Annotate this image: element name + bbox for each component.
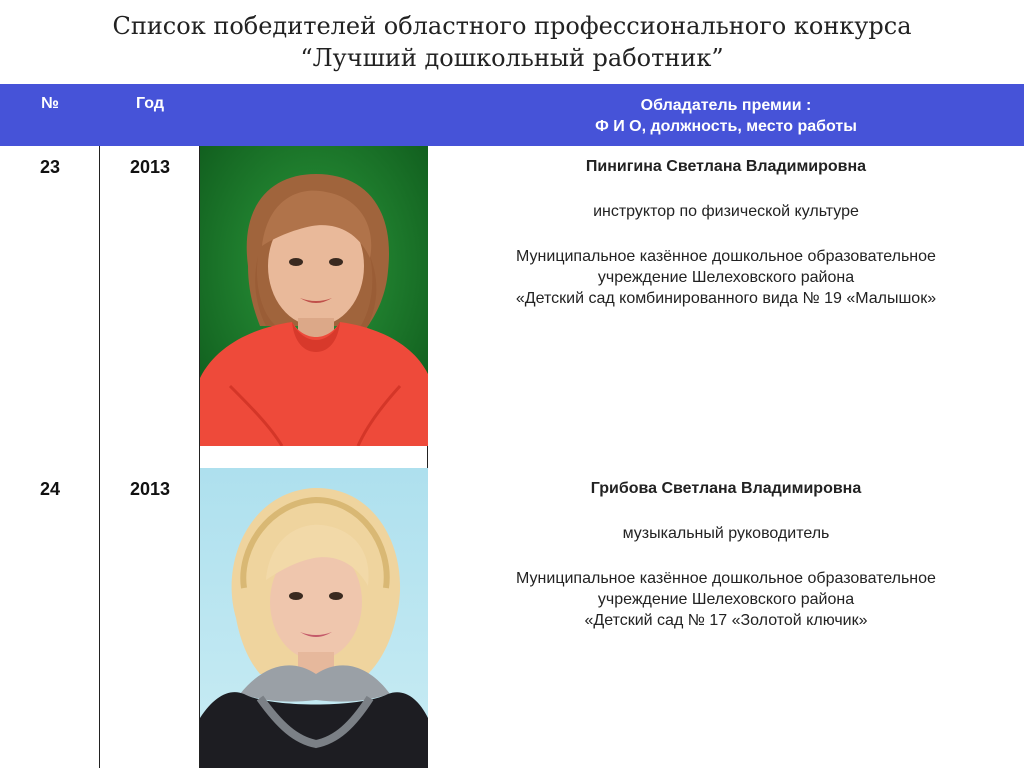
winner-photo xyxy=(200,146,428,446)
workplace-line: учреждение Шелеховского района xyxy=(597,269,855,286)
column-header-year: Год xyxy=(136,95,164,112)
page-title xyxy=(0,10,1024,74)
workplace-line: учреждение Шелеховского района xyxy=(597,591,855,608)
winner-position: инструктор по физической культуре xyxy=(593,203,859,220)
column-header-number: № xyxy=(41,95,59,112)
row-number: 23 xyxy=(39,157,61,177)
winner-info xyxy=(428,478,1024,631)
table-header xyxy=(0,84,1024,146)
winner-info xyxy=(428,156,1024,309)
workplace-line: «Детский сад № 17 «Золотой ключик» xyxy=(584,612,868,629)
workplace-line: Муниципальное казённое дошкольное образовательное xyxy=(516,248,936,265)
portrait-illustration xyxy=(200,468,428,768)
column-header-winner-line-2: Ф И О, должность, место работы xyxy=(595,118,857,135)
page-title-line-2: “Лучший дошкольный работник” xyxy=(300,44,724,72)
winner-name: Грибова Светлана Владимировна xyxy=(590,480,862,497)
workplace-line: «Детский сад комбинированного вида № 19 «Малышок» xyxy=(515,290,937,307)
workplace-line: Муниципальное казённое дошкольное образовательное xyxy=(516,570,936,587)
winner-name: Пинигина Светлана Владимировна xyxy=(585,158,867,175)
winner-position: музыкальный руководитель xyxy=(622,525,830,542)
winner-workplace xyxy=(428,246,1024,309)
row-year: 2013 xyxy=(129,157,171,177)
table-row xyxy=(0,468,1024,768)
row-year: 2013 xyxy=(129,479,171,499)
portrait-illustration xyxy=(200,146,428,446)
row-number: 24 xyxy=(39,479,61,499)
winner-photo xyxy=(200,468,428,768)
table-body xyxy=(0,146,1024,768)
page-title-line-1: Список победителей областного профессионального конкурса xyxy=(112,12,912,40)
column-header-winner xyxy=(428,95,1024,137)
column-header-winner-line-1: Обладатель премии : xyxy=(640,97,812,114)
table-row xyxy=(0,146,1024,468)
winner-workplace xyxy=(428,568,1024,631)
